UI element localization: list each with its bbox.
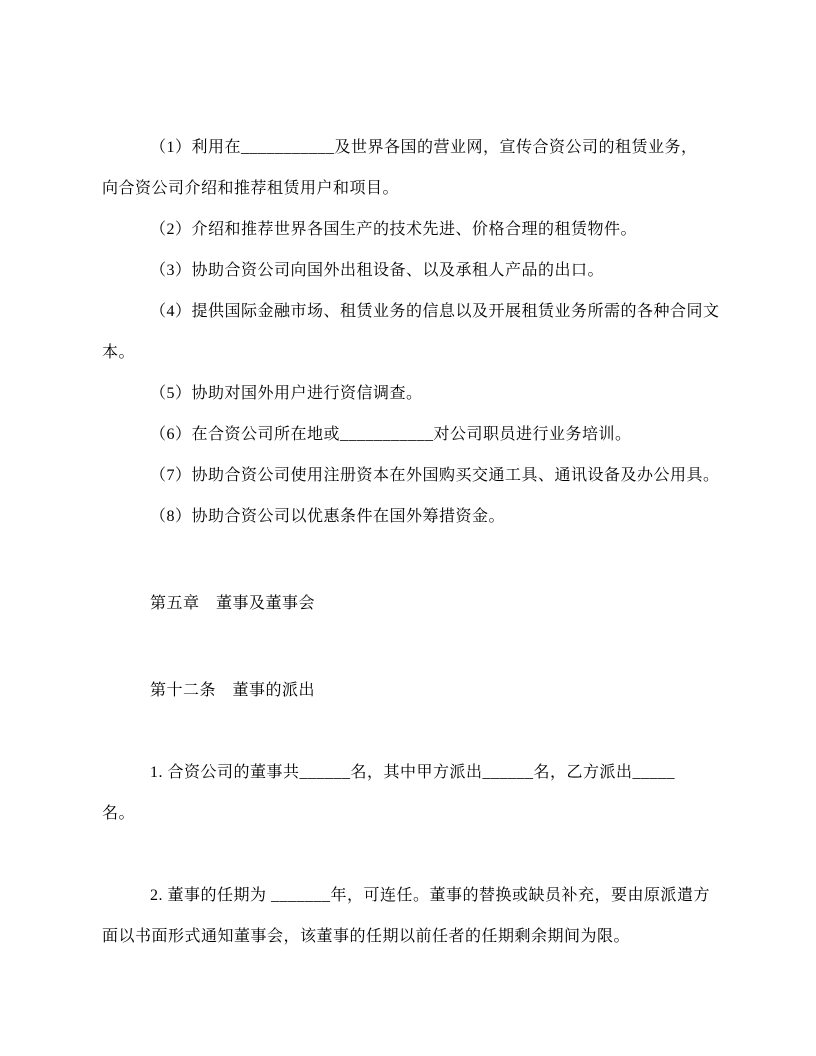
text-line: 名。 xyxy=(102,805,136,822)
blank-line xyxy=(102,834,714,875)
blank-line xyxy=(102,624,714,665)
text-line: （6）在合资公司所在地或___________对公司职员进行业务培训。 xyxy=(150,426,632,443)
text-line: （5）协助对国外用户进行资信调查。 xyxy=(150,385,423,402)
text-line: 2. 董事的任期为 _______年，可连任。董事的替换或缺员补充，要由原派遣方 xyxy=(150,887,711,904)
text-line: 本。 xyxy=(102,344,136,361)
text-line: 面以书面形式通知董事会，该董事的任期以前任者的任期剩余期间为限。 xyxy=(102,928,631,945)
heading-line: 第十二条 董事的派出 xyxy=(150,682,316,699)
heading-line: 第五章 董事及董事会 xyxy=(150,595,316,612)
blank-line xyxy=(102,711,714,752)
text-line: 1. 合资公司的董事共______名，其中甲方派出______名，乙方派出_____ xyxy=(150,764,676,781)
text-line: （1）利用在___________及世界各国的营业网，宣传合资公司的租赁业务， xyxy=(150,139,698,156)
text-line: （4）提供国际金融市场、租赁业务的信息以及开展租赁业务所需的各种合同文 xyxy=(150,303,720,320)
text-line: （8）协助合资公司以优惠条件在国外筹措资金。 xyxy=(150,508,506,525)
text-line: （7）协助合资公司使用注册资本在外国购买交通工具、通讯设备及办公用具。 xyxy=(150,467,720,484)
blank-line xyxy=(102,537,714,578)
text-line: （3）协助合资公司向国外出租设备、以及承租人产品的出口。 xyxy=(150,262,605,279)
text-line: 向合资公司介绍和推荐租赁用户和项目。 xyxy=(102,180,400,197)
document-content xyxy=(102,127,720,957)
text-line: （2）介绍和推荐世界各国生产的技术先进、价格合理的租赁物件。 xyxy=(150,221,638,238)
